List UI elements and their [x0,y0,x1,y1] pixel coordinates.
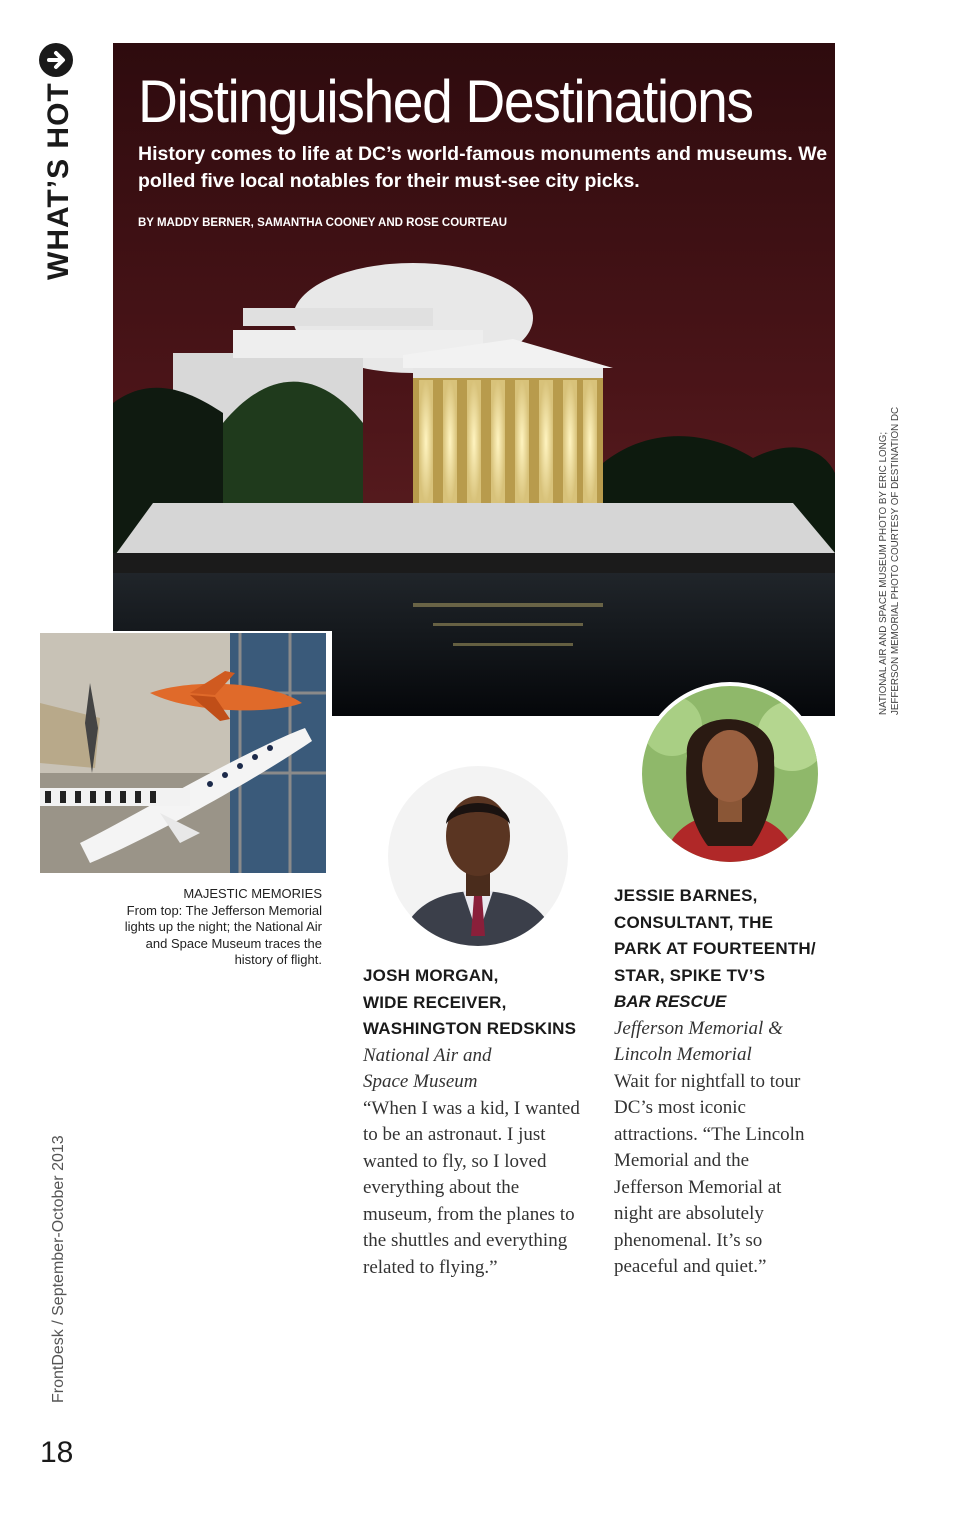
profile-quote: “When I was a kid, I wanted to be an astronaut. I just wanted to fly, so I loved everything about the museum, from the planes to the shuttles and everything related to flying.” [363,1097,580,1278]
profile-pick-line: Jefferson Memorial & [614,1017,783,1039]
article-dek: History comes to life at DC’s world-famous monuments and museums. We polled five local notables for their must-see city picks. [138,143,828,192]
avatar-jessie-barnes [638,682,822,866]
photo-caption [120,886,322,969]
section-label-text: WHAT’S HOT [42,82,75,280]
caption-heading: MAJESTIC MEMORIES [183,886,322,901]
profile-pick-line: Space Museum [363,1071,478,1092]
caption-text: From top: The Jefferson Memorial lights up the night; the National Air and Space Museum traces the history of flight. [124,902,322,967]
profile-pick-line: National Air and [363,1044,492,1066]
photo-credit-line-2: JEFFERSON MEMORIAL PHOTO COURTESY OF DESTINATION DC [890,406,901,715]
profile-name-line: STAR, SPIKE TV’S [614,965,766,985]
profile-show-title: BAR RESCUE [614,992,727,1011]
profile-name-line: WASHINGTON REDSKINS [363,1019,577,1038]
profile-name-line: PARK AT FOURTEENTH/ [614,939,816,958]
profile-name-line: JESSIE BARNES, [614,886,758,905]
footer-publication [50,1125,72,1405]
article-title: Distinguished Destinations [138,68,753,135]
avatar-josh-morgan [388,766,568,946]
profile-name-line: CONSULTANT, THE [614,912,774,932]
photo-credit [878,406,908,720]
air-and-space-museum-illustration [40,633,326,873]
museum-photo [38,631,332,875]
article-byline: BY MADDY BERNER, SAMANTHA COONEY AND ROSE COURTEAU [138,217,508,229]
page-number: 18 [40,1436,74,1469]
profile-pick-line: Lincoln Memorial [614,1044,752,1065]
profile-josh-morgan [363,963,603,1281]
photo-credit-line-1: NATIONAL AIR AND SPACE MUSEUM PHOTO BY ERIC LONG; [878,431,889,715]
footer-publication-text: FrontDesk / September-October 2013 [50,1135,67,1403]
profile-quote: Wait for nightfall to tour DC’s most iconic attractions. “The Lincoln Memorial and the Jefferson Memorial at night are absolutely phenomenal. It’s so peaceful and quiet.” [614,1070,805,1277]
profile-jessie-barnes [614,883,854,1281]
profile-name-line: WIDE RECEIVER, [363,992,507,1012]
hero-photo-jefferson-memorial [113,43,835,716]
section-label [36,40,76,290]
profile-name-line: JOSH MORGAN, [363,966,499,985]
right-arrow-circle-icon [38,42,74,78]
